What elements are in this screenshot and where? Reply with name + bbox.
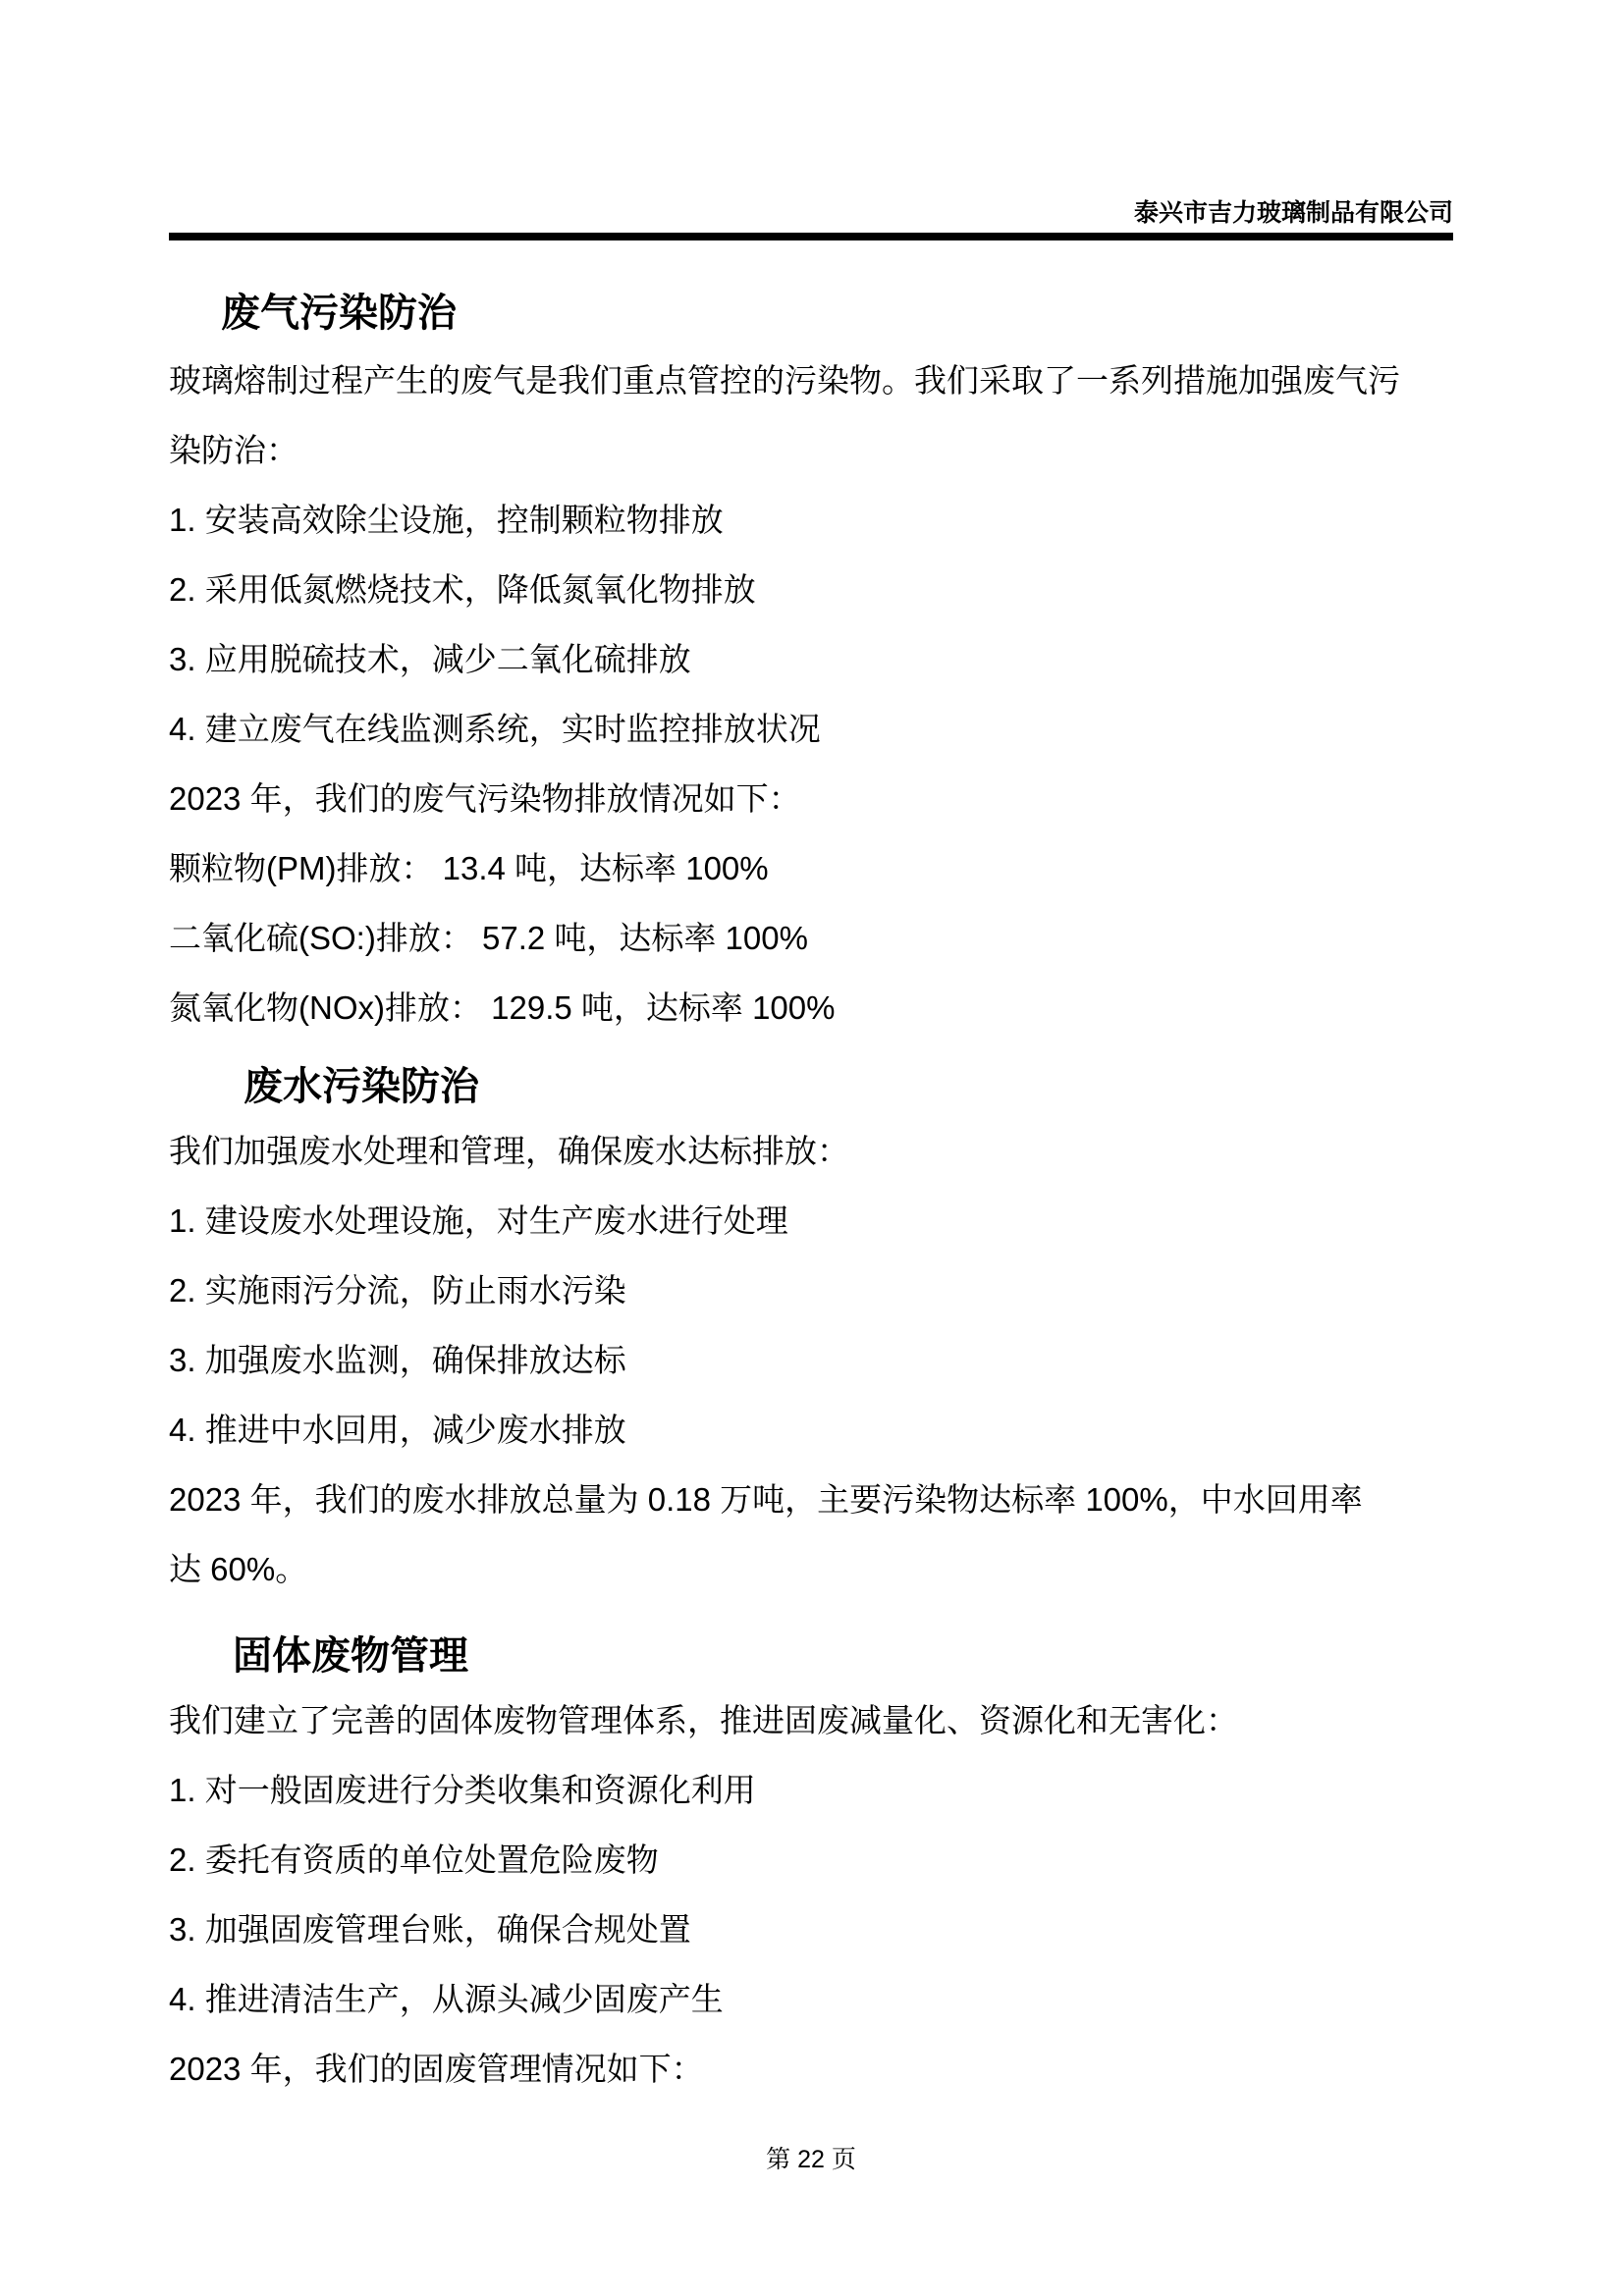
measure-item: 1. 建设废水处理设施，对生产废水进行处理 (169, 1202, 788, 1239)
measure-item: 3. 加强固废管理台账，确保合规处置 (169, 1911, 691, 1948)
measure-item: 2. 实施雨污分流，防止雨水污染 (169, 1272, 626, 1308)
paragraph-line: 染防治： (169, 432, 298, 468)
page-number: 第 22 页 (766, 2146, 856, 2173)
measure-item: 4. 建立废气在线监测系统，实时监控排放状况 (169, 711, 821, 747)
section-title-waste-water: 废水污染防治 (244, 1065, 479, 1108)
emission-data-line: 二氧化硫(SO:)排放： 57.2 吨，达标率 100% (169, 920, 808, 956)
header-company-name: 泰兴市吉力玻璃制品有限公司 (1133, 199, 1453, 227)
year-summary-line: 2023 年，我们的废气污染物排放情况如下： (169, 780, 801, 817)
paragraph-line: 我们建立了完善的固体废物管理体系，推进固废减量化、资源化和无害化： (169, 1702, 1238, 1738)
section-title-waste-gas: 废气污染防治 (221, 292, 457, 335)
measure-item: 3. 应用脱硫技术，减少二氧化硫排放 (169, 641, 691, 677)
measure-item: 4. 推进清洁生产，从源头减少固废产生 (169, 1981, 724, 2017)
measure-item: 1. 对一般固废进行分类收集和资源化利用 (169, 1772, 756, 1808)
measure-item: 2. 采用低氮燃烧技术，降低氮氧化物排放 (169, 571, 756, 608)
year-summary-line: 2023 年，我们的废水排放总量为 0.18 万吨，主要污染物达标率 100%，中水回用率 (169, 1481, 1363, 1518)
year-summary-line: 2023 年，我们的固废管理情况如下： (169, 2051, 704, 2087)
paragraph-line: 玻璃熔制过程产生的废气是我们重点管控的污染物。我们采取了一系列措施加强废气污 (169, 362, 1400, 399)
header-divider-rule (169, 233, 1453, 240)
measure-item: 3. 加强废水监测，确保排放达标 (169, 1342, 626, 1378)
emission-data-line: 氮氧化物(NOx)排放： 129.5 吨，达标率 100% (169, 989, 836, 1026)
year-summary-line: 达 60%。 (169, 1551, 308, 1587)
emission-data-line: 颗粒物(PM)排放： 13.4 吨，达标率 100% (169, 850, 769, 886)
measure-item: 4. 推进中水回用，减少废水排放 (169, 1412, 626, 1448)
measure-item: 1. 安装高效除尘设施，控制颗粒物排放 (169, 502, 724, 538)
paragraph-line: 我们加强废水处理和管理，确保废水达标排放： (169, 1133, 849, 1169)
section-title-solid-waste: 固体废物管理 (233, 1634, 468, 1678)
measure-item: 2. 委托有资质的单位处置危险废物 (169, 1842, 659, 1878)
